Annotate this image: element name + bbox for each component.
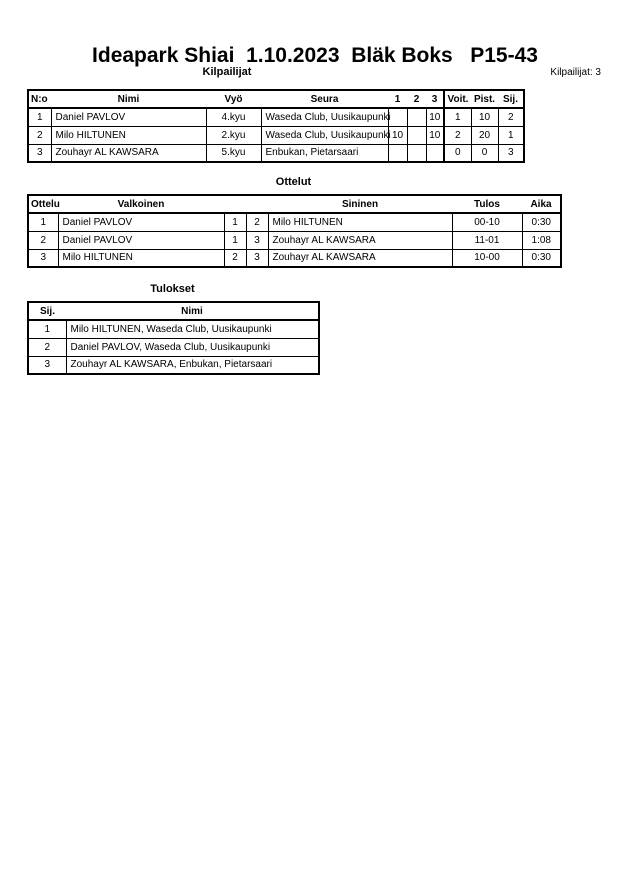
cell-score-2	[407, 108, 426, 126]
cell-match-no: 3	[28, 249, 58, 267]
cell-name-club: Zouhayr AL KAWSARA, Enbukan, Pietarsaari	[66, 356, 319, 374]
column-header-seura: Seura	[261, 90, 388, 108]
cell-score-2	[407, 144, 426, 162]
cell-nimi: Daniel PAVLOV	[51, 108, 206, 126]
matches-header-row	[28, 195, 561, 213]
cell-blue-name: Milo HILTUNEN	[268, 213, 452, 231]
cell-score-2	[407, 126, 426, 144]
cell-white-name: Milo HILTUNEN	[58, 249, 224, 267]
cell-vyo: 5.kyu	[206, 144, 261, 162]
results-header-row	[28, 302, 319, 320]
column-header-tulos: Tulos	[452, 195, 522, 213]
column-header-no: N:o	[28, 90, 51, 108]
column-header-3: 3	[426, 90, 444, 108]
cell-score-3	[426, 144, 444, 162]
match-row	[28, 231, 561, 249]
column-header-2: 2	[407, 90, 426, 108]
cell-match-no: 2	[28, 231, 58, 249]
cell-white-no: 1	[224, 231, 246, 249]
cell-score-3: 10	[426, 126, 444, 144]
cell-white-name: Daniel PAVLOV	[58, 213, 224, 231]
cell-voit: 0	[444, 144, 471, 162]
cell-white-name: Daniel PAVLOV	[58, 231, 224, 249]
result-row	[28, 338, 319, 356]
column-header-nimi: Nimi	[66, 302, 319, 320]
cell-voit: 1	[444, 108, 471, 126]
competitors-header-row	[28, 90, 524, 108]
cell-seura: Waseda Club, Uusikaupunki	[261, 126, 388, 144]
cell-seura: Enbukan, Pietarsaari	[261, 144, 388, 162]
cell-blue-name: Zouhayr AL KAWSARA	[268, 249, 452, 267]
result-row	[28, 356, 319, 374]
cell-seura: Waseda Club, Uusikaupunki	[261, 108, 388, 126]
cell-nimi: Milo HILTUNEN	[51, 126, 206, 144]
result-row	[28, 320, 319, 338]
column-header-pist: Pist.	[471, 90, 498, 108]
cell-name-club: Milo HILTUNEN, Waseda Club, Uusikaupunki	[66, 320, 319, 338]
section-heading-ottelut: Ottelut	[275, 176, 312, 188]
competitor-row	[28, 108, 524, 126]
cell-time: 0:30	[522, 213, 561, 231]
column-header-ottelu: Ottelu	[28, 195, 58, 213]
competitor-row	[28, 144, 524, 162]
cell-result: 00-10	[452, 213, 522, 231]
column-header-vyo: Vyö	[206, 90, 261, 108]
cell-vyo: 4.kyu	[206, 108, 261, 126]
column-header-valkoinen: Valkoinen	[58, 195, 224, 213]
column-header-blue-no	[246, 195, 268, 213]
cell-white-no: 1	[224, 213, 246, 231]
section-heading-tulokset: Tulokset	[150, 283, 195, 295]
competitor-row	[28, 126, 524, 144]
column-header-sij: Sij.	[498, 90, 524, 108]
cell-sij: 3	[498, 144, 524, 162]
cell-match-no: 1	[28, 213, 58, 231]
cell-score-3: 10	[426, 108, 444, 126]
cell-place: 2	[28, 338, 66, 356]
results-table	[27, 301, 320, 375]
cell-time: 1:08	[522, 231, 561, 249]
cell-score-1	[388, 144, 407, 162]
column-header-1: 1	[388, 90, 407, 108]
cell-sij: 1	[498, 126, 524, 144]
cell-blue-no: 2	[246, 213, 268, 231]
column-header-sij: Sij.	[28, 302, 66, 320]
column-header-nimi: Nimi	[51, 90, 206, 108]
match-row	[28, 249, 561, 267]
cell-pist: 10	[471, 108, 498, 126]
cell-blue-name: Zouhayr AL KAWSARA	[268, 231, 452, 249]
cell-no: 3	[28, 144, 51, 162]
section-heading-kilpailijat: Kilpailijat	[202, 66, 252, 78]
cell-no: 2	[28, 126, 51, 144]
column-header-sininen: Sininen	[268, 195, 452, 213]
cell-pist: 0	[471, 144, 498, 162]
cell-score-1	[388, 108, 407, 126]
matches-table	[27, 194, 562, 268]
cell-white-no: 2	[224, 249, 246, 267]
match-row	[28, 213, 561, 231]
cell-time: 0:30	[522, 249, 561, 267]
page-title: Ideapark Shiai 1.10.2023 Bläk Boks P15-43	[92, 44, 538, 67]
cell-score-1: 10	[388, 126, 407, 144]
cell-blue-no: 3	[246, 249, 268, 267]
competitors-count: Kilpailijat: 3	[550, 67, 601, 78]
column-header-white-no	[224, 195, 246, 213]
cell-vyo: 2.kyu	[206, 126, 261, 144]
cell-sij: 2	[498, 108, 524, 126]
cell-result: 10-00	[452, 249, 522, 267]
column-header-aika: Aika	[522, 195, 561, 213]
cell-name-club: Daniel PAVLOV, Waseda Club, Uusikaupunki	[66, 338, 319, 356]
cell-nimi: Zouhayr AL KAWSARA	[51, 144, 206, 162]
cell-voit: 2	[444, 126, 471, 144]
cell-result: 11-01	[452, 231, 522, 249]
competitors-table	[27, 89, 525, 163]
cell-no: 1	[28, 108, 51, 126]
cell-place: 1	[28, 320, 66, 338]
column-header-voit: Voit.	[444, 90, 471, 108]
cell-place: 3	[28, 356, 66, 374]
cell-blue-no: 3	[246, 231, 268, 249]
cell-pist: 20	[471, 126, 498, 144]
